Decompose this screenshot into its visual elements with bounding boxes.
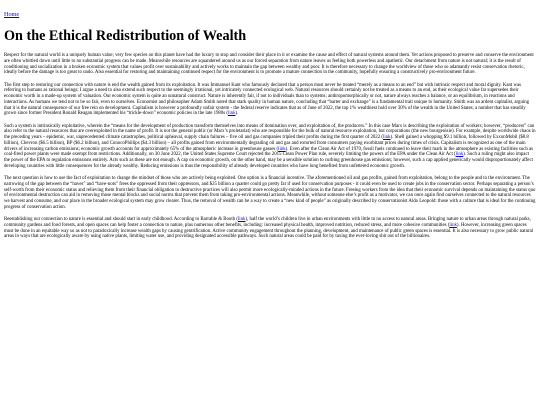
paragraph-2-end: ). xyxy=(235,111,239,117)
paragraph-3-text-d: ). Such a ruling might also impact the power of the EPA to regulation emissions entirely. Acts such as these are not enough. A cap on economic growth, on the other hand, may be a sensible solution to curbing greenhouse gas emissions; however, such a cap applied generically would disproportionately affect developing countries with little consequences for the already wealthy. Reducing emissions is thus the responsibility of already developed countries who have long benefited from unfettered economic growth. xyxy=(4,152,533,169)
paragraph-2 xyxy=(4,83,536,118)
paragraph-3-text-b: ). Shell gained a whopping $9.1 billion, followed by ExxonMobil ($8.8 billion), Chevron ($6.5 billion), BP ($6.2 billion), and ConocoPhillips ($4.3 billion) – all profits gained from environmentally degrading oil and gas and extorted from consumers paying exorbitant prices during times of crisis. Capitalism is recognized as one of the main drivers of increasing carbon emissions; economic growth accounts for approximately 65% of the atmospheric increase in greenhouse gasses ( xyxy=(4,135,529,152)
paragraph-5 xyxy=(4,217,536,240)
citation-link[interactable]: link xyxy=(382,135,391,140)
paragraph-3 xyxy=(4,124,536,170)
citation-link[interactable]: link xyxy=(278,146,286,152)
paragraph-5-text-a: Reestablishing our connection to nature is essential and should start in early childhood. According to Barrable & Booth ( xyxy=(4,217,238,222)
citation-link[interactable]: link xyxy=(237,217,246,222)
paragraph-3-text-c: ). Even after the Clean Air Act of 1970, fossil fuels continued to leave their mark in the atmosphere as existing facilities such as coal-fired power plants were made exempt from restrictions. Additionally, on 30 June 2022, the United States Supreme Court rejected the 2015 Clean Power Plan rule, severely limiting the powers of the EPA under the Clean Air Act ( xyxy=(4,146,534,158)
paragraph-5-text-c: ). However, increasing green spaces must be done in an equitable way so as not to paradoxically increase wealth gaps by causing gentrification. Active community engagement throughout the planning, development, and maintenance of public green spaces is essential. It is also necessary to grow public natural areas in ways that are ecologically aware by using native plants, limiting water use, and providing designated accessible pathways. Such natural areas could be paid for by taxing the ever-loving shit out of the billionaires. xyxy=(4,222,534,240)
citation-link[interactable]: link xyxy=(227,111,236,117)
paragraph-2-text: The first step to restoring our connection with nature is end the wealth gained from its exploitation. It was Immanuel Kant who famously declared that a person must never be treated “merely as a means to an end” but with intrinsic respect and moral dignity. Kant was referring to humans as rational beings; I argue a need to also extend such respect to the seemingly irrational, yet intricately connected ecological web. Natural resources should certainly not be treated as a means to an end, as their ecological value far supersedes their economic worth in a made-up system of valuation. Our economic system is quite an unnatural construct. Nature is inherently fair, if not to individuals than to systems; anthropomorphically or not, nature always reaches a balance, or an equilibrium, in reactions and interactions. As humans we tend not to be so fair, even to ourselves. Economist and philosopher Adam Smith noted that stark quality in human nature, concluding that “barter and exchange” is a fundamental trait unique to humanity. Smith was an ardent capitalist, arguing that it is the natural consequence of our free rein on development. Capitalism is however a profoundly unfair system - the federal reserve indicates that as of June of 2022, the top 1% wealthiest hold over 30% of the wealth in the United States; a number that has steadily grown since former President Ronald Reagan implemented his “trickle-down” economic policies in the late 1980s ( xyxy=(4,82,530,117)
paragraph-4: The next question is how to use the fact of exploitation to change the mindset of those who are actively being exploited. One option is a financial incentive. The aforementioned oil and gas profits, gained from exploitation, belong to the people and to the environment. The narrowing of the gap between the “haves” and “have-nots” frees the oppressed from their oppressors, and $25 billion a quarter could go pretty far if used for conservation purposes - it could even be used to create jobs in the conservation sector. Perhaps separating a person’s self-worth from their economic status and relieving them from their financial obligation to destructive practices will also permit more ecologically-minded actions in the future. Freeing workers from the idea that their economic survival depends on maintaining the status quo of environmental destruction can aid in removing those mental blocks and social norms that prevent them from taking pro-environmental actions. Meanwhile, without someone else’s profit as a motivator, we can once again find ourselves connected to the natural resources we harvest and consume, and our place in the broader ecological system may grow clearer. Thus, the removal of wealth can be a way to create a “new kind of people” as originally described by conservationist Aldo Leopold: those with a culture that is ideal for the continuing progress of conservation action. xyxy=(4,176,536,210)
page-title: On the Ethical Redistribution of Wealth xyxy=(4,28,247,44)
paragraph-3-text-a: Such a system is intrinsically exploitative, wherein the “means for the development of production transform themselves into means of domination over, and exploitation of, the producers.” In this case Marx is describing the exploitation of workers; however, “producers” can also refer to the natural resources that are overexploited in the name of profit. It is not the general public (or Marx’s proletariat) who are responsible for the bulk of natural resource exploitation, but corporations (the new bourgeoisie). For example, despite worldwide chaos in the preceding years – epidemic, war, unprecedented climate catastrophes, political upheaval, supply chain failures – five oil and gas companies tripled their profits during the first quarter of 2022 ( xyxy=(4,123,536,140)
home-link[interactable]: Home xyxy=(4,11,20,18)
paragraph-1: Respect for the natural world is a uniquely human value; very few species on this planet have had the luxury to stop and consider their place in it or examine the cause and effect of natural systems around them. Yet actions proposed to preserve and conserve the environment are often whittled down until little to no substantial progress can be made. Meanwhile resources are squandered around us as our forced separation from nature leaves us feeling both powerless and apathetic. Our detachment from nature is not natural; it is the result of conditioning and socialization in a broken economic system that values profit over sustainability and actively works to maintain the gap between wealthy and poor. It is therefore necessary to change the worldview of those who so adamantly resist conservation rhetoric, ideally before the damage is too great to undo. Also essential for restoring and maintaining continued respect for the environment is to promote a mature connection in the community, hopefully ensuring a constructively pro-environment future. xyxy=(4,53,534,76)
paragraph-5-text-b: ), half the world’s children live in urban environments with little to no access to natural areas. Bringing nature to urban areas through natural parks, community gardens and food forests, and open spaces can help foster a connection to nature, plus numerous other benefits, including: increased physical health, improved nutrition, reduced stress, and more cohesive communities ( xyxy=(4,217,531,228)
citation-link[interactable]: link xyxy=(449,222,457,228)
citation-link[interactable]: link xyxy=(455,152,464,158)
